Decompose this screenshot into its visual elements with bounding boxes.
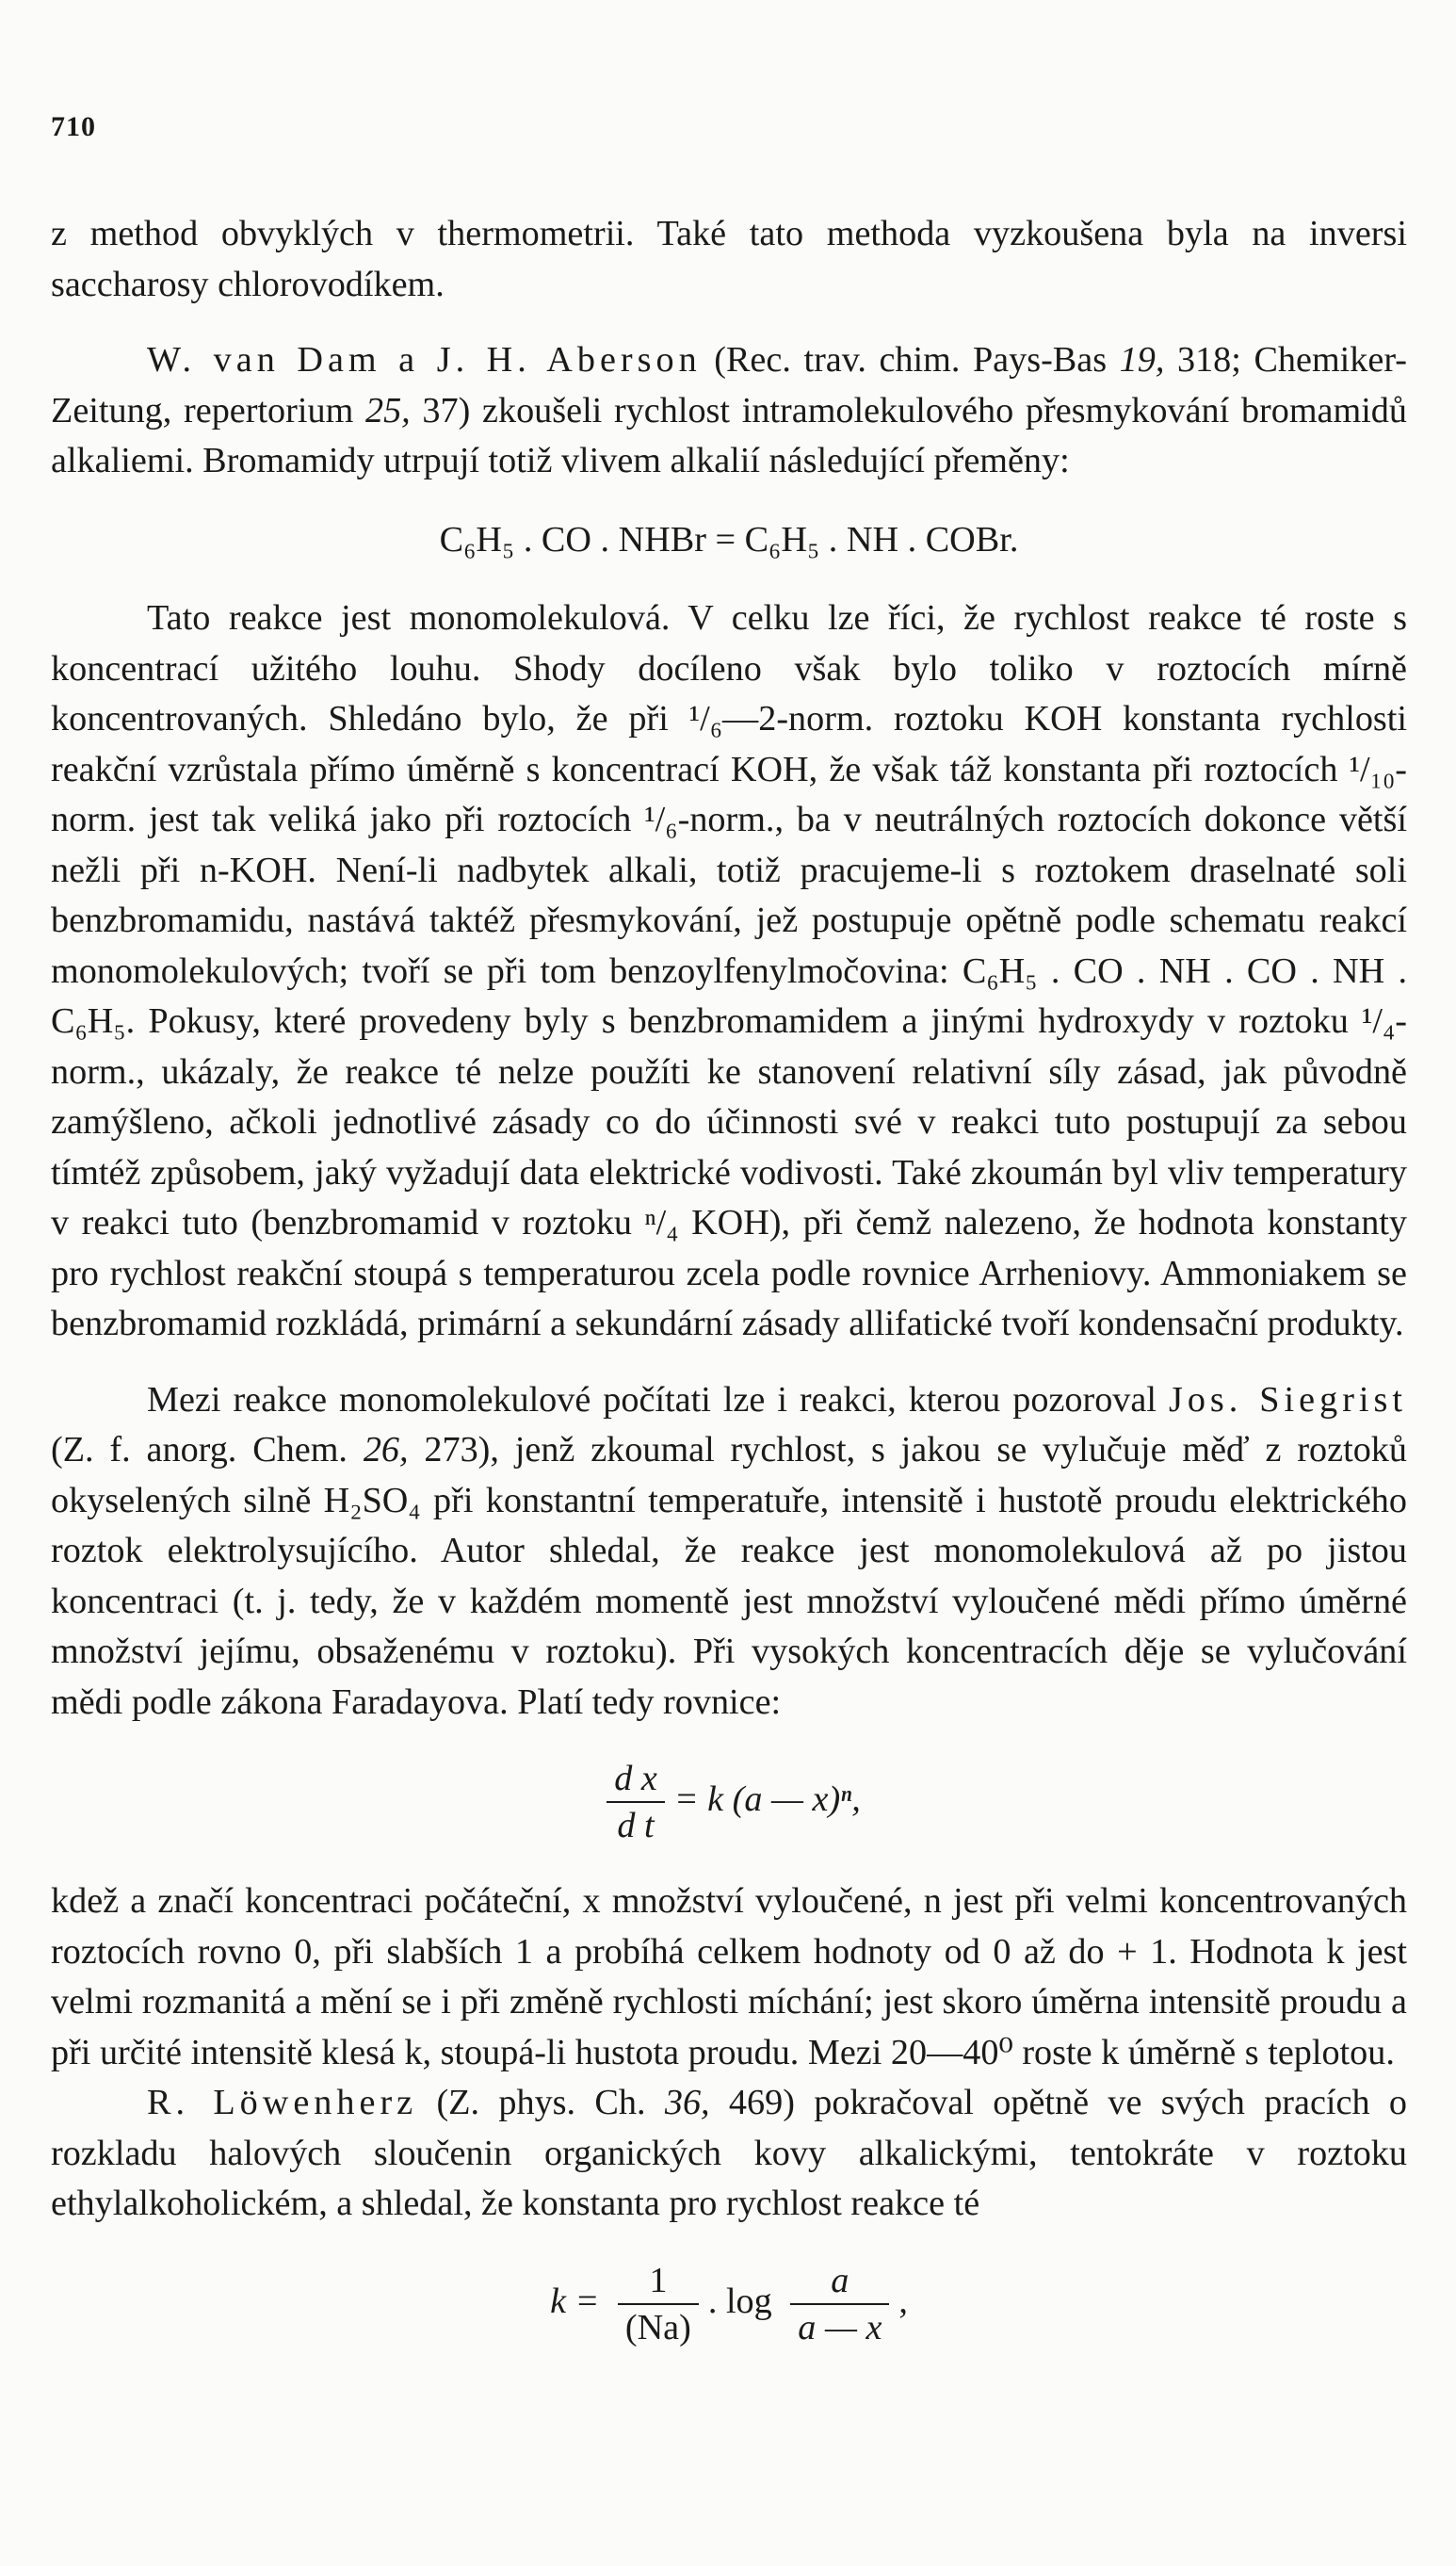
reference-text: 318; Chemiker-Zeitung, repertorium [51,340,1407,430]
volume-number: 19, [1119,340,1165,380]
reference-text: (Z. f. anorg. Chem. [51,1430,364,1470]
equation-rhs: = k (a — x)ⁿ, [673,1778,861,1819]
fraction-one-over-na [618,2258,699,2350]
fraction-dx-dt [607,1756,665,1848]
equation-end: , [898,2281,908,2321]
reference-text: (Rec. trav. chim. Pays-Bas [701,340,1120,380]
volume-number: 36, [664,2083,710,2122]
volume-number: 25, [364,390,411,430]
page-number: 710 [51,111,96,142]
log-operator: . log [707,2281,772,2321]
paragraph-2 [51,335,1407,487]
paragraph-6 [51,2078,1407,2230]
fraction-numerator: a [790,2258,889,2305]
fraction-numerator: d x [607,1756,665,1803]
paragraph-4 [51,1375,1407,1729]
fraction-a-over-a-minus-x [790,2258,889,2350]
fraction-denominator: d t [617,1806,655,1845]
paragraph-text: Mezi reakce monomolekulové počítati lze i reakci, kterou pozoroval [147,1379,1169,1420]
equation-lhs: k = [550,2281,600,2321]
paragraph-text: 37) zkoušeli rychlost intramolekulového přesmykování bromamidů alkaliemi. Bromamidy utrpují totiž vlivem alkalií následující přeměny: [51,390,1407,480]
equation-bromamide-rearrangement: C₆H₅ . CO . NHBr = C₆H₅ . NH . COBr. [439,519,1019,560]
paragraph-3: Tato reakce jest monomolekulová. V celku lze říci, že rychlost reakce té roste s koncentrací užitého louhu. Shody docíleno však bylo toliko v roztocích mírně koncentrovaných. Shledáno bylo, že při ¹/₆—2-norm. roztoku KOH konstanta rychlosti reakční vzrůstala přímo úměrně s koncentrací KOH, že však táž konstanta při roztocích ¹/₁₀-norm. jest tak veliká jako při roztocích ¹/₆-norm., ba v neutrálných roztocích dokonce větší nežli při n-KOH. Není-li nadbytek alkali, totiž pracujeme-li s roztokem draselnaté soli benzbromamidu, nastává taktéž přesmykování, jež postupuje opětně podle schematu reakcí monomolekulových; tvoří se při tom benzoylfenylmočovina: C₆H₅ . CO . NH . CO . NH . C₆H₅. Pokusy, které provedeny byly s benzbromamidem a jinými hydroxydy v roztoku ¹/₄-norm., ukázaly, že reakce té nelze použíti ke stanovení relativní síly zásad, jak původně zamýšleno, ačkoli jednotlivé zásady co do účinnosti své v reakci tuto postupují za sebou tímtéž způsobem, jaký vyžadují data elektrické vodivosti. Také zkoumán byl vliv temperatury v reakci tuto (benzbromamid v roztoku ⁿ/₄ KOH), při čemž nalezeno, že hodnota konstanty pro rychlost reakční stoupá s temperaturou zcela podle rovnice Arrheniovy. Ammoniakem se benzbromamid rozkládá, primární a sekundární zásady allifatické tvoří kondensační produkty. [51,598,1407,1343]
body-text [51,209,1407,2379]
fraction-numerator: 1 [618,2258,699,2305]
fraction-denominator: (Na) [624,2307,691,2347]
author-van-dam-aberson: W. van Dam a J. H. Aberson [147,340,702,380]
equation-rate-constant [51,2258,1407,2350]
paragraph-text: 273), jenž zkoumal rychlost, s jakou se vylučuje měď z roztoků okyselených silně H₂SO₄ při konstantní temperatuře, intensitě i hustotě proudu elektrického roztok elektrolysujícího. Autor shledal, že reakce jest monomolekulová až po jistou koncentraci (t. j. tedy, že v každém momentě jest množství vyloučené mědi přímo úměrné množství jejímu, obsaženému v roztoku). Při vysokých koncentracích děje se vylučování mědi podle zákona Faradayova. Platí tedy rovnice: [51,1430,1407,1722]
fraction-denominator: a — x [798,2307,882,2347]
paragraph-5: kdež a značí koncentraci počáteční, x množství vyloučené, n jest při velmi koncentrovaných roztocích rovno 0, při slabších 1 a probíhá celkem hodnoty od 0 až do + 1. Hodnota k jest velmi rozmanitá a mění se i při změně rychlosti míchání; jest skoro úměrna intensitě proudu a při určité intensitě klesá k, stoupá-li hustota proudu. Mezi 20—40⁰ roste k úměrně s teplotou. [51,1881,1407,2072]
author-siegrist: Jos. Siegrist [1168,1379,1407,1420]
reference-text: (Z. phys. Ch. [417,2083,665,2122]
paragraph-1: z method obvyklých v thermometrii. Také tato methoda vyzkoušena byla na inversi saccharosy chlorovodíkem. [51,214,1407,304]
equation-rate-law [51,1756,1407,1848]
paragraph-text: 469) pokračoval opětně ve svých pracích o rozkladu halových sloučenin organických kovy alkalickými, tentokráte v roztoku ethylalkoholickém, a shledal, že konstanta pro rychlost reakce té [51,2083,1407,2223]
author-lowenherz: R. Löwenherz [147,2083,418,2122]
volume-number: 26, [363,1430,409,1470]
